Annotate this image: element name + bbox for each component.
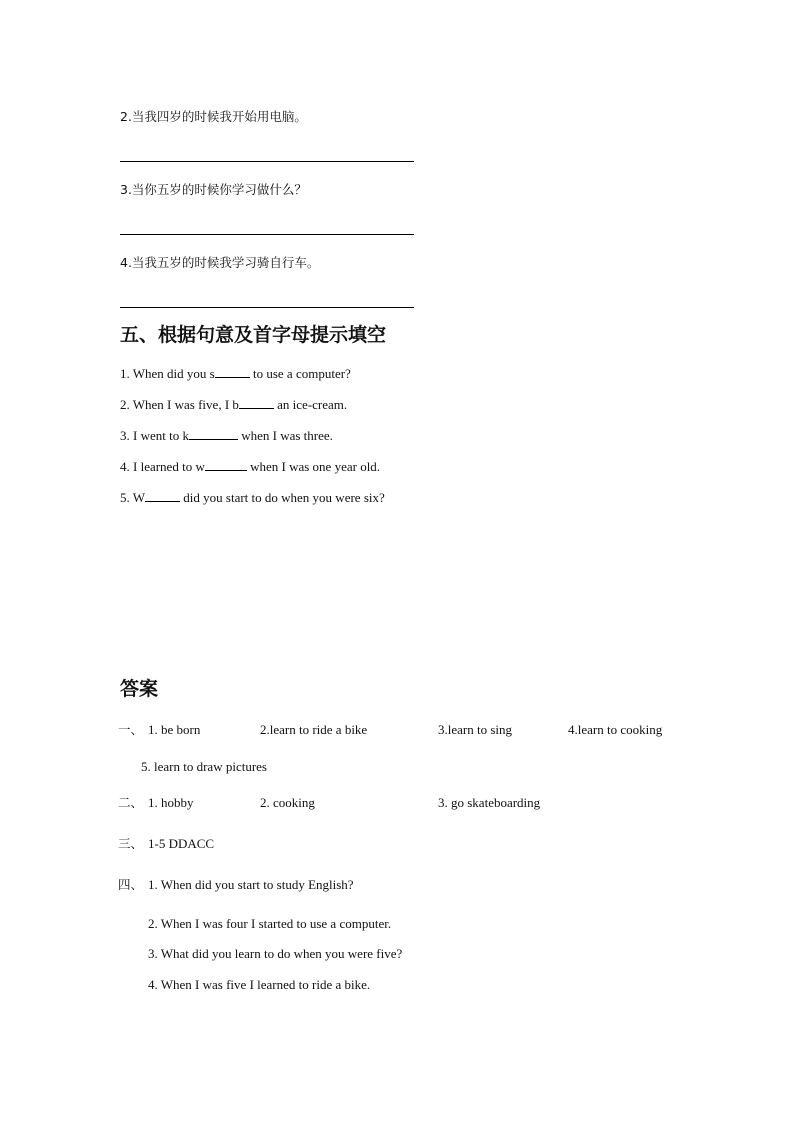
answer: 1. hobby [148, 795, 194, 810]
answer-label-2: 二、 [118, 795, 144, 810]
translate-item-3: 3.当你五岁的时候你学习做什么？ [120, 182, 307, 197]
answer-label-3: 三、 [118, 836, 144, 851]
answer-label-1: 一、 [118, 722, 144, 737]
answer-line [120, 234, 414, 235]
answer: 1. When did you start to study English? [148, 877, 354, 892]
answer: 3.learn to sing [438, 722, 513, 737]
blank-field[interactable] [239, 396, 274, 409]
fill-item: 4. I learned to w when I was one year old. [120, 459, 381, 474]
blank-field[interactable] [205, 458, 247, 471]
blank-field[interactable] [215, 365, 250, 378]
answer: 2. cooking [260, 795, 315, 810]
answer: 4.learn to cooking [568, 722, 663, 737]
answer-line [120, 161, 414, 162]
answer: 4. When I was five I learned to ride a bike. [148, 977, 371, 992]
fill-item: 2. When I was five, I b an ice-cream. [120, 397, 348, 412]
answer: 2. When I was four I started to use a computer. [148, 916, 392, 931]
answer-line [120, 307, 414, 308]
blank-field[interactable] [145, 489, 180, 502]
section-5-title: 五、根据句意及首字母提示填空 [120, 324, 387, 346]
answers-title: 答案 [120, 678, 159, 700]
translate-item-4: 4.当我五岁的时候我学习骑自行车。 [120, 255, 320, 270]
blank-field[interactable] [189, 427, 238, 440]
fill-item: 1. When did you s to use a computer? [120, 366, 351, 381]
answer: 5. learn to draw pictures [141, 759, 267, 774]
translate-item-2: 2.当我四岁的时候我开始用电脑。 [120, 109, 307, 124]
fill-item: 5. W did you start to do when you were six? [120, 490, 385, 505]
answer: 3. What did you learn to do when you were five? [148, 946, 403, 961]
answer: 1-5 DDACC [148, 836, 215, 851]
fill-item: 3. I went to k when I was three. [120, 428, 333, 443]
answer: 2.learn to ride a bike [260, 722, 368, 737]
answer: 1. be born [148, 722, 201, 737]
answer: 3. go skateboarding [438, 795, 541, 810]
answer-label-4: 四、 [118, 877, 144, 892]
